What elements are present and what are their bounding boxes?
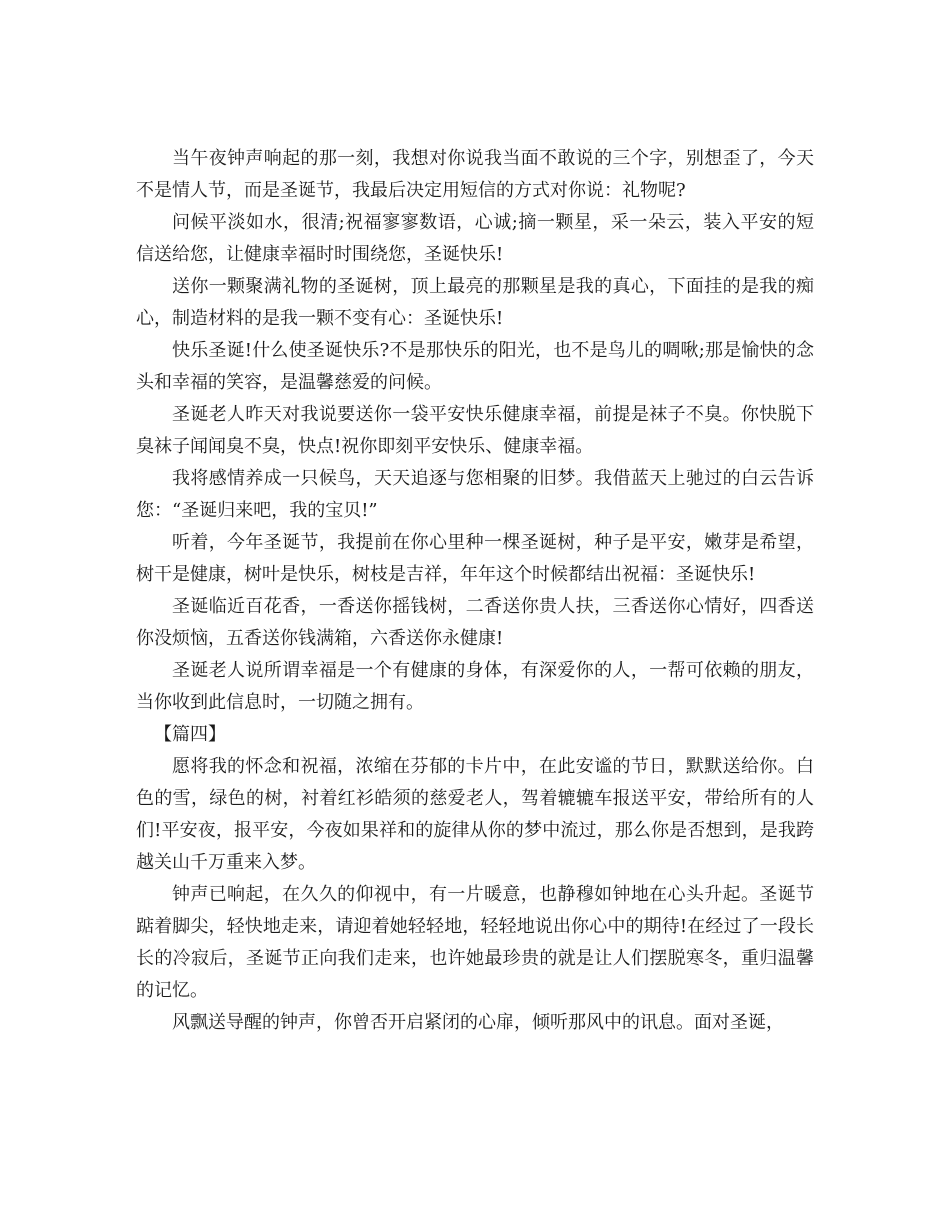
paragraph: 圣诞老人说所谓幸福是一个有健康的身体，有深爱你的人，一帮可依赖的朋友，当你收到此信息时，一切随之拥有。 xyxy=(136,660,814,713)
paragraph: 当午夜钟声响起的那一刻，我想对你说我当面不敢说的三个字，别想歪了，今天不是情人节，而是圣诞节，我最后决定用短信的方式对你说：礼物呢? xyxy=(136,148,814,201)
section-heading: 【篇四】 xyxy=(154,724,226,745)
paragraph: 快乐圣诞!什么使圣诞快乐?不是那快乐的阳光，也不是鸟儿的啁啾;那是愉快的念头和幸福的笑容，是温馨慈爱的问候。 xyxy=(136,340,814,393)
paragraph: 圣诞老人昨天对我说要送你一袋平安快乐健康幸福，前提是袜子不臭。你快脱下臭袜子闻闻臭不臭，快点!祝你即刻平安快乐、健康幸福。 xyxy=(136,404,814,457)
paragraph: 钟声已响起，在久久的仰视中，有一片暖意，也静穆如钟地在心头升起。圣诞节踮着脚尖，轻快地走来，请迎着她轻轻地，轻轻地说出你心中的期待!在经过了一段长长的冷寂后，圣诞节正向我们走来，也许她最珍贵的就是让人们摆脱寒冬，重归温馨的记忆。 xyxy=(136,884,814,1001)
paragraph: 愿将我的怀念和祝福，浓缩在芬郁的卡片中，在此安谧的节日，默默送给你。白色的雪，绿色的树，衬着红衫皓须的慈爱老人，驾着辘辘车报送平安，带给所有的人们!平安夜，报平安，今夜如果祥和的旋律从你的梦中流过，那么你是否想到，是我跨越关山千万重来入梦。 xyxy=(136,756,814,873)
paragraph: 风飘送导醒的钟声，你曾否开启紧闭的心扉，倾听那风中的讯息。面对圣诞， xyxy=(172,1012,784,1033)
paragraph: 问候平淡如水，很清;祝福寥寥数语，心诚;摘一颗星，采一朵云，装入平安的短信送给您，让健康幸福时时围绕您，圣诞快乐! xyxy=(136,212,814,265)
paragraph: 听着，今年圣诞节，我提前在你心里种一棵圣诞树，种子是平安，嫩芽是希望，树干是健康，树叶是快乐，树枝是吉祥，年年这个时候都结出祝福：圣诞快乐! xyxy=(136,532,814,585)
paragraph: 圣诞临近百花香，一香送你摇钱树，二香送你贵人扶，三香送你心情好，四香送你没烦恼，五香送你钱满箱，六香送你永健康! xyxy=(136,596,814,649)
paragraph: 我将感情养成一只候鸟，天天追逐与您相聚的旧梦。我借蓝天上驰过的白云告诉您：“圣诞归来吧，我的宝贝!” xyxy=(136,468,814,521)
paragraph: 送你一颗聚满礼物的圣诞树，顶上最亮的那颗星是我的真心，下面挂的是我的痴心，制造材料的是我一颗不变有心：圣诞快乐! xyxy=(136,276,814,329)
